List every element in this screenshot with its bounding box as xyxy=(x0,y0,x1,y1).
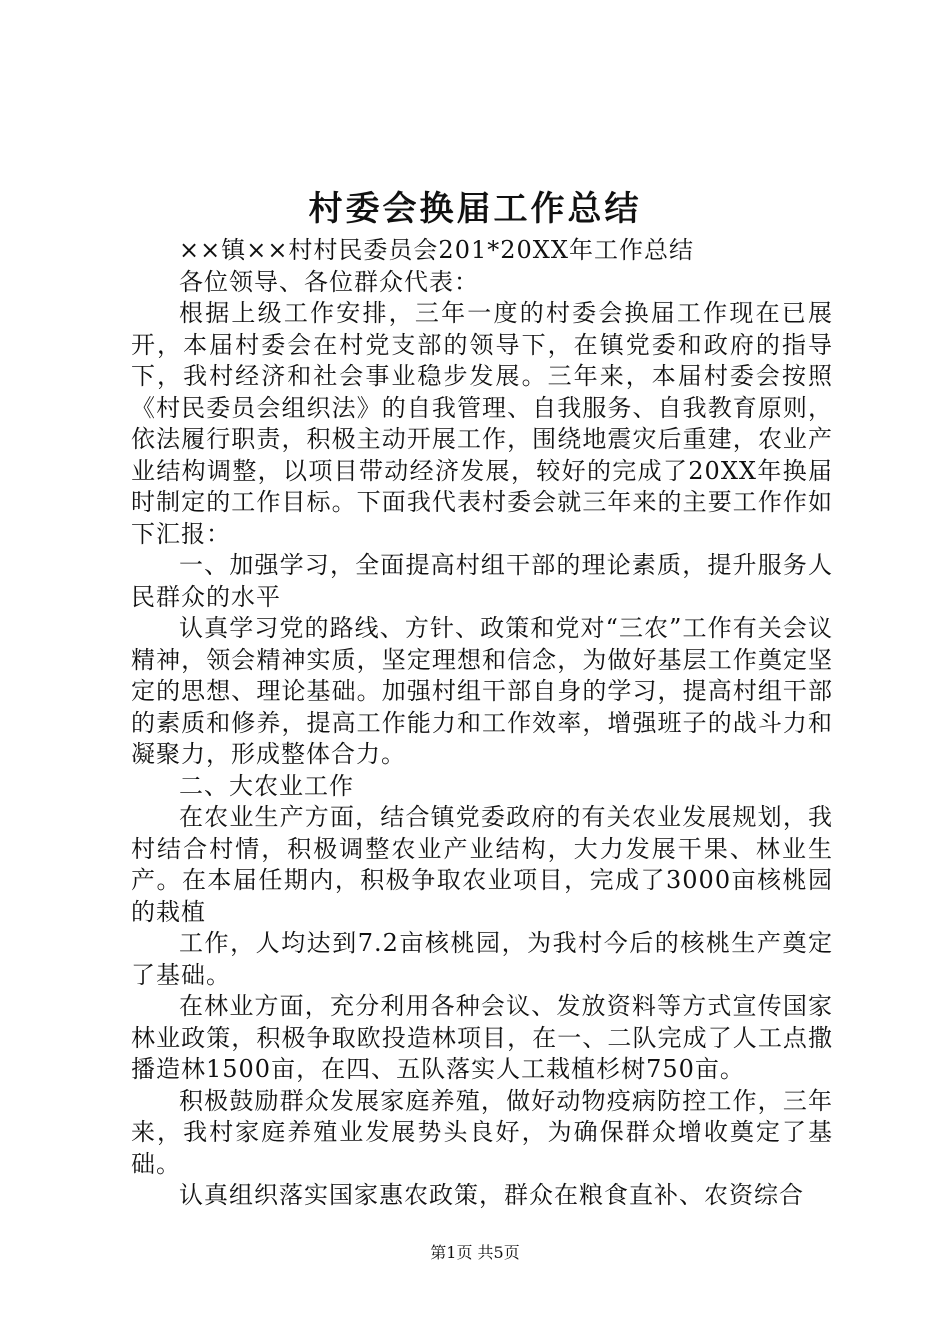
body-paragraph: 工作，人均达到7.2亩核桃园，为我村今后的核桃生产奠定了基础。 xyxy=(131,929,833,989)
section-heading: 一、加强学习，全面提高村组干部的理论素质，提升服务人民群众的水平 xyxy=(131,551,833,611)
body-paragraph: 各位领导、各位群众代表： xyxy=(179,267,479,296)
section-heading: 二、大农业工作 xyxy=(179,771,354,800)
body-paragraph: 认真学习党的路线、方针、政策和党对“三农”工作有关会议精神，领会精神实质，坚定理想和信念，为做好基层工作奠定坚定的思想、理论基础。加强村组干部自身的学习，提高村组干部的素质和修养，提高工作能力和工作效率，增强班子的战斗力和凝聚力，形成整体合力。 xyxy=(131,614,833,768)
body-paragraph: 认真组织落实国家惠农政策，群众在粮食直补、农资综合 xyxy=(179,1181,804,1209)
body-paragraph: ××镇××村村民委员会201*20XX年工作总结 xyxy=(179,236,694,264)
body-paragraph: 在农业生产方面，结合镇党委政府的有关农业发展规划，我村结合村情，积极调整农业产业结构，大力发展干果、林业生产。在本届任期内，积极争取农业项目，完成了3000亩核桃园的栽植 xyxy=(131,803,833,926)
document-title: 村委会换届工作总结 xyxy=(308,189,642,229)
document-body xyxy=(131,235,833,1212)
body-paragraph: 积极鼓励群众发展家庭养殖，做好动物疫病防控工作，三年来，我村家庭养殖业发展势头良好，为确保群众增收奠定了基础。 xyxy=(131,1086,833,1178)
body-paragraph: 在林业方面，充分利用各种会议、发放资料等方式宣传国家林业政策，积极争取欧投造林项目，在一、二队完成了人工点撒播造林1500亩，在四、五队落实人工栽植杉树750亩。 xyxy=(131,992,833,1083)
body-paragraph: 根据上级工作安排，三年一度的村委会换届工作现在已展开，本届村委会在村党支部的领导下，在镇党委和政府的指导下，我村经济和社会事业稳步发展。三年来，本届村委会按照《村民委员会组织法》的自我管理、自我服务、自我教育原则，依法履行职责，积极主动开展工作，围绕地震灾后重建，农业产业结构调整，以项目带动经济发展，较好的完成了20XX年换届时制定的工作目标。下面我代表村委会就三年来的主要工作作如下汇报： xyxy=(131,299,833,548)
page-number-footer: 第1页 共5页 xyxy=(430,1243,520,1262)
